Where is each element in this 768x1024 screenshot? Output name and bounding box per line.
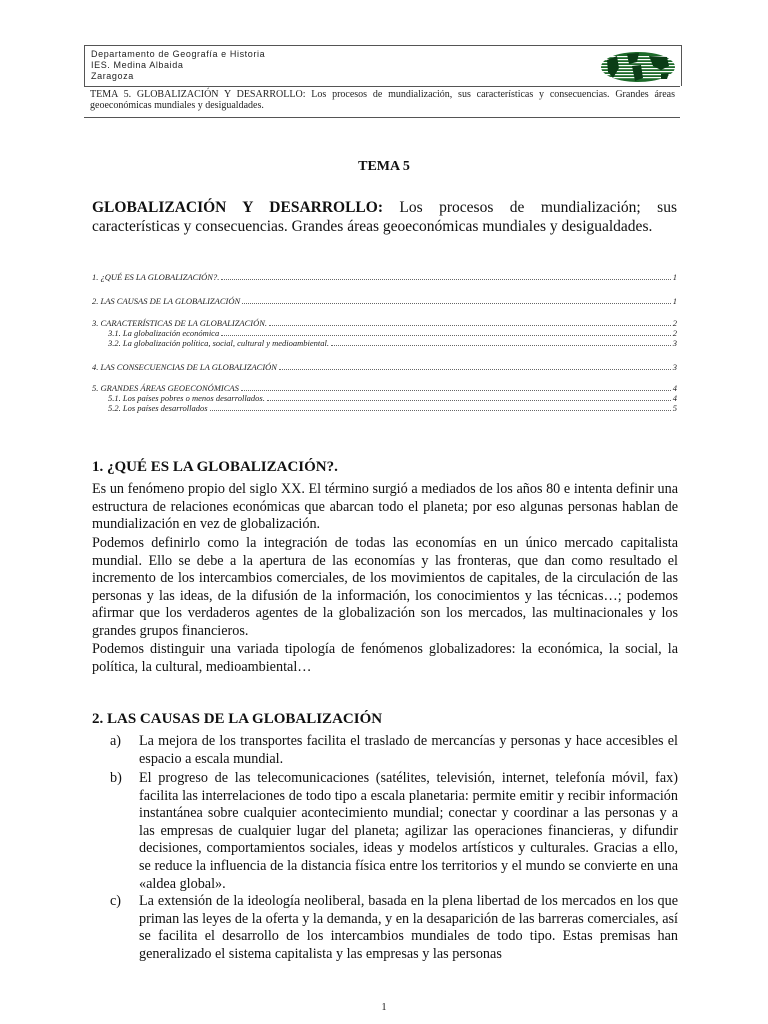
city-name: Zaragoza xyxy=(91,71,134,81)
toc-entry-text: 4. LAS CONSECUENCIAS DE LA GLOBALIZACIÓN xyxy=(92,362,277,372)
main-heading-bold: GLOBALIZACIÓN Y DESARROLLO: xyxy=(92,199,383,216)
toc-entry-text: 3.2. La globalización política, social, cultural y medioambiental. xyxy=(108,338,329,348)
department-name: Departamento de Geografía e Historia xyxy=(91,49,266,59)
toc-entry-page: 4 xyxy=(672,393,677,403)
toc-entry-text: 5.2. Los países desarrollados xyxy=(108,403,208,413)
toc-entry-page: 1 xyxy=(672,272,677,282)
toc-entry[interactable] xyxy=(92,318,677,328)
section-2-title: 2. LAS CAUSAS DE LA GLOBALIZACIÓN xyxy=(92,711,383,727)
toc-entry[interactable] xyxy=(108,338,677,348)
list-item-text: La mejora de los transportes facilita el traslado de mercancías y personas y hace accesibles el espacio a escala mundial. xyxy=(139,733,678,767)
toc-entry-text: 5. GRANDES ÁREAS GEOECONÓMICAS xyxy=(92,383,239,393)
toc-entry-text: 2. LAS CAUSAS DE LA GLOBALIZACIÓN xyxy=(92,296,241,306)
tema-header-box xyxy=(84,86,680,118)
toc-entry-text: 3. CARACTERÍSTICAS DE LA GLOBALIZACIÓN. xyxy=(92,318,268,328)
school-name: IES. Medina Albaida xyxy=(91,60,184,70)
tema-header-text: TEMA 5. GLOBALIZACIÓN Y DESARROLLO: Los procesos de mundialización, sus características y consecuencias. Grandes áreas geoeconómicas mundiales y desigualdades. xyxy=(90,89,675,111)
list-item-text: La extensión de la ideología neoliberal, basada en la plena libertad de los mercados en los que priman las leyes de la oferta y la demanda, y en la desaparición de las barreras comerciales, así se facilita el desarrollo de los intercambios mundiales de todo tipo. Estas premisas han generalizado el sistema capitalista y las empresas y las personas xyxy=(139,893,678,962)
toc-entry[interactable] xyxy=(108,328,677,338)
school-logo xyxy=(599,48,677,84)
toc-entry[interactable] xyxy=(92,272,677,282)
toc-entry[interactable] xyxy=(92,383,677,393)
list-item-label: b) xyxy=(110,770,122,786)
header-box xyxy=(84,45,682,86)
main-heading xyxy=(92,198,677,236)
list-item-text: El progreso de las telecomunicaciones (satélites, televisión, internet, telefonía móvil, fax) facilita las interrelaciones de todo tipo a escala planetaria: permite emitir y recibir información instantánea sobre cualquier acontecimiento mundial; conectar y coordinar a las personas y a las empresas de cualquier lugar del planeta; agilizar las operaciones financieras, y difundir decisiones, comportamientos sociales, ideas y modelos artísticos y culturales. Gracias a ello, se reduce la influencia de la distancia física entre los territorios y el mundo se convierte en una «aldea global». xyxy=(139,770,678,892)
list-item-label: a) xyxy=(110,733,122,749)
toc-entry-page: 2 xyxy=(672,328,677,338)
section-1-paragraph: Podemos definirlo como la integración de todas las economías en un único mercado capitalista mundial. Ello se debe a la apertura de las economías y las fronteras, que dan como resultado el incremento de los intercambios comerciales, de los movimientos de capitales, de la circulación de las personas y las ideas, de la difusión de la información, los conocimientos y las técnicas…; podemos afirmar que los verdaderos agentes de la globalización son los mercados, las multinacionales y los grandes grupos financieros. xyxy=(92,535,678,639)
list-item xyxy=(110,733,678,768)
toc-entry-text: 5.1. Los países pobres o menos desarrollados. xyxy=(108,393,265,403)
toc-entry[interactable] xyxy=(92,362,677,372)
section-1-paragraph: Podemos distinguir una variada tipología de fenómenos globalizadores: la económica, la social, la política, la cultural, medioambiental… xyxy=(92,641,678,675)
toc-entry-page: 3 xyxy=(672,362,677,372)
section-1-paragraph: Es un fenómeno propio del siglo XX. El término surgió a mediados de los años 80 e intenta definir una estructura de relaciones económicas que abarcan todo el planeta; por eso algunas personas hablan de mundialización en vez de globalización. xyxy=(92,481,678,533)
toc-entry-page: 4 xyxy=(672,383,677,393)
toc-entry[interactable] xyxy=(92,296,677,306)
page-number: 1 xyxy=(381,1002,387,1013)
list-item-label: c) xyxy=(110,893,122,909)
list-item xyxy=(110,770,678,893)
toc-entry-page: 1 xyxy=(672,296,677,306)
main-heading-rest: Los procesos de mundialización; sus características y consecuencias. Grandes áreas geoeconómicas mundiales y desigualdades. xyxy=(92,199,677,235)
toc-entry[interactable] xyxy=(108,393,677,403)
toc-entry-text: 3.1. La globalización económica xyxy=(108,328,220,338)
list-item xyxy=(110,893,678,963)
section-1-title: 1. ¿QUÉ ES LA GLOBALIZACIÓN?. xyxy=(92,459,338,475)
toc-entry-page: 3 xyxy=(672,338,677,348)
toc-entry-page: 5 xyxy=(672,403,677,413)
toc-entry-text: 1. ¿QUÉ ES LA GLOBALIZACIÓN?. xyxy=(92,272,220,282)
toc-entry[interactable] xyxy=(108,403,677,413)
document-title: TEMA 5 xyxy=(358,159,410,174)
toc-entry-page: 2 xyxy=(672,318,677,328)
